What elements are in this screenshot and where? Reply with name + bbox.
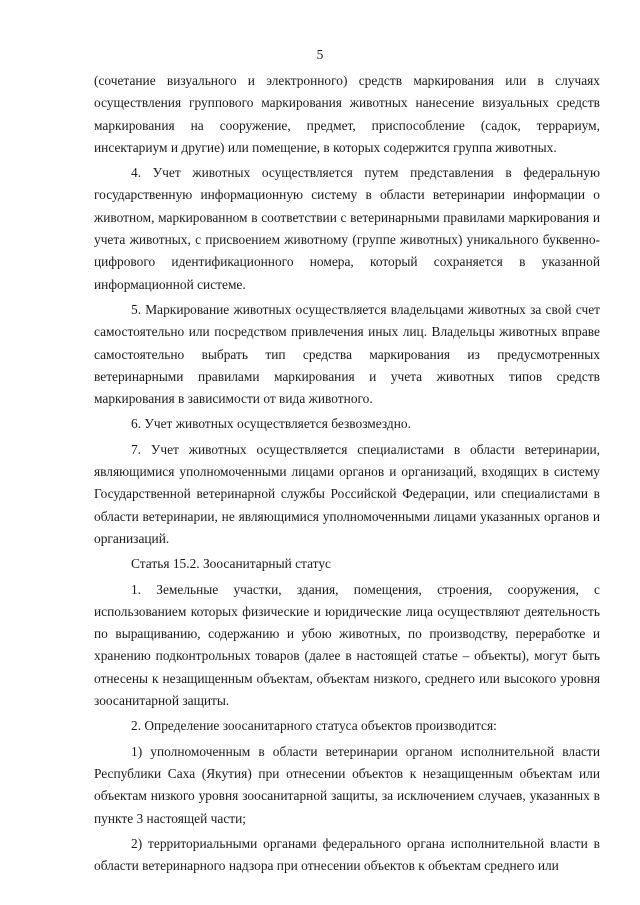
paragraph-item-5: 5. Маркирование животных осуществляется владельцами животных за свой счет самостоятельно или посредством привлечения иных лиц. Владельцы животных вправе самостоятельно выбрать тип средства маркирования из предусмотренных ветеринарными правилами маркирования и учета животных типов средств маркирования в зависимости от вида животного. [94, 301, 600, 407]
page-number: 5 [316, 47, 324, 62]
paragraph-part-1: 1. Земельные участки, здания, помещения, строения, сооружения, с использованием которых физические и юридические лица осуществляют деятельность по выращиванию, содержанию и убою животных, по производству, переработке и хранению подконтрольных товаров (далее в настоящей статье – объекты), могут быть отнесены к незащищенным объектам, объектам низкого, среднего или высокого уровня зоосанитарной защиты. [94, 581, 600, 709]
paragraph-continuation: (сочетание визуального и электронного) средств маркирования или в случаях осуществления группового маркирования животных нанесение визуальных средств маркирования на сооружение, предмет, приспособление (садок, террариум, инсектариум и другие) или помещение, в которых содержится группа животных. [94, 73, 600, 155]
paragraph-subitem-1: 1) уполномоченным в области ветеринарии органом исполнительной власти Республики Саха (Якутия) при отнесении объектов к незащищенным объектам или объектам низкого уровня зоосанитарной защиты, за исключением случаев, указанных в пункте 3 настоящей части; [94, 743, 600, 826]
paragraph-item-7: 7. Учет животных осуществляется специалистами в области ветеринарии, являющимися уполномоченными лицами органов и организаций, входящих в систему Государственной ветеринарной службы Российской Федерации, или специалистами в области ветеринарии, не являющимися уполномоченными лицами указанных органов и организаций. [94, 441, 600, 546]
paragraph-subitem-2: 2) территориальными органами федерального органа исполнительной власти в области ветеринарного надзора при отнесении объектов к объектам среднего или [94, 835, 600, 874]
article-heading: Статья 15.2. Зоосанитарный статус [131, 556, 331, 572]
paragraph-item-4: 4. Учет животных осуществляется путем представления в федеральную государственную информационную систему в области ветеринарии информации о животном, маркированном в соответствии с ветеринарными правилами маркирования и учета животных, с присвоением животному (группе животных) уникального буквенно-цифрового идентификационного номера, который сохраняется в указанной информационной системе. [94, 165, 600, 292]
paragraph-item-6: 6. Учет животных осуществляется безвозмездно. [131, 416, 411, 432]
document-body [94, 70, 600, 877]
paragraph-part-2: 2. Определение зоосанитарного статуса объектов производится: [131, 718, 497, 734]
